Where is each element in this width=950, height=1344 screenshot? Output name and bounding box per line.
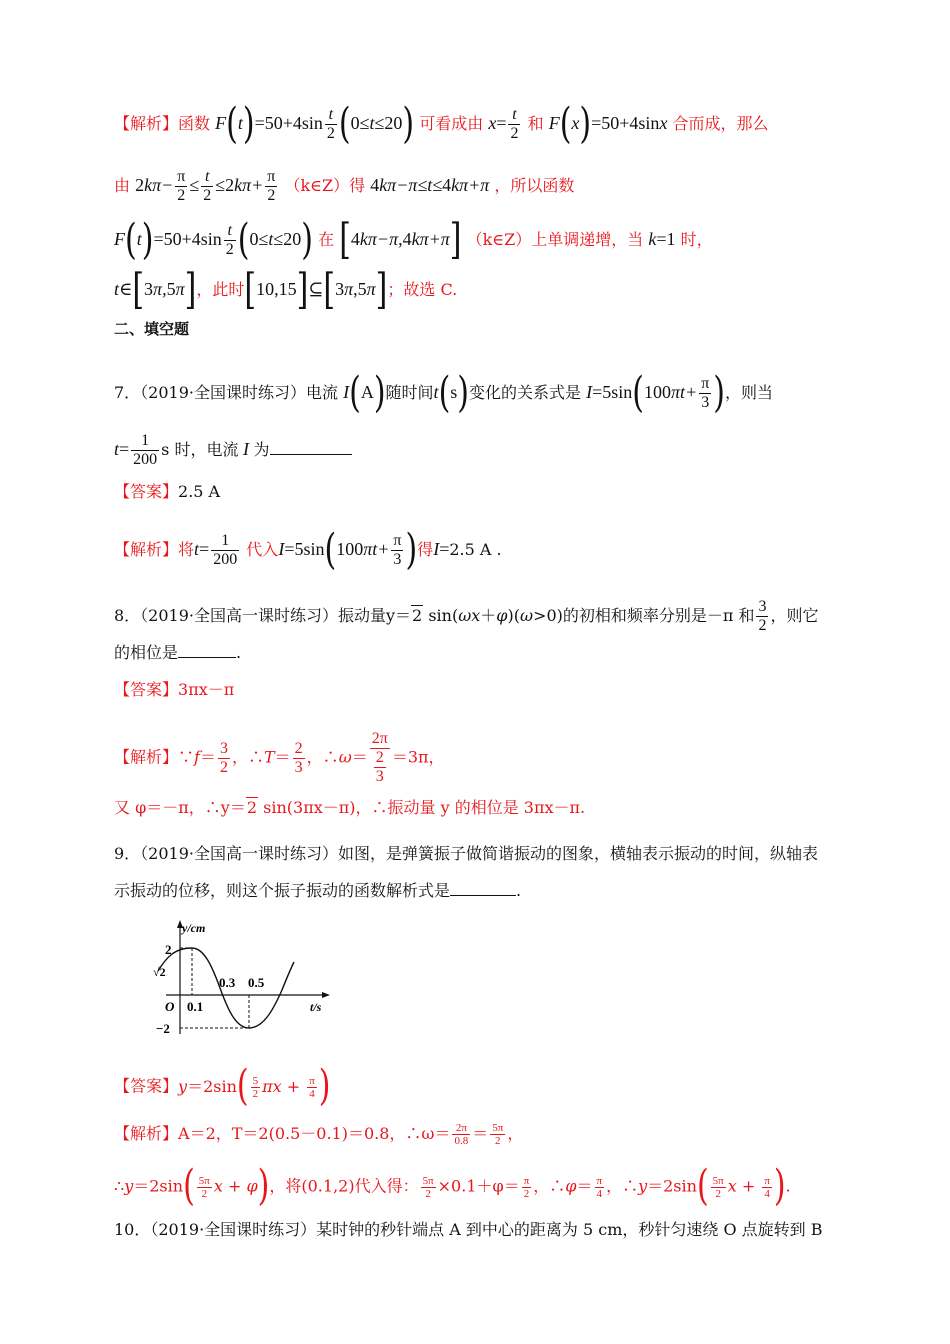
p8-answer-value: 3πx－π [178, 680, 235, 699]
tick-root2: √2 [153, 965, 166, 979]
answer-blank[interactable] [178, 657, 236, 658]
p6-text: 函数 [178, 114, 211, 133]
analysis-label: 【解析】 [114, 747, 179, 767]
x-axis-arrow [322, 992, 330, 998]
p8-text: 的相位是 [114, 643, 179, 662]
oscillation-graph [140, 918, 340, 1043]
p7-question-line1: 7．（2019·全国课时练习）电流 I(A)随时间t(s)变化的关系式是 I=5sin(100πt+ $\frac{\pi}{3}$ )，则当 [114, 368, 773, 418]
p6-text: 由 [114, 176, 131, 195]
p6-text: 合而成，那么 [672, 114, 769, 133]
p8-question-line2: 的相位是 . [114, 643, 242, 662]
p8-answer [114, 682, 838, 698]
p7-text: ，则当 [724, 383, 773, 402]
p7-text: 为 [253, 440, 270, 459]
p8-prefix: 8．（2019·全国高一课时练习）振动量 [114, 606, 386, 625]
p6-text: 在 [318, 230, 335, 249]
p6-text: ；故选 C. [387, 280, 458, 300]
p9-question-line2: 示振动的位移，则这个振子振动的函数解析式是 . [114, 881, 522, 900]
analysis-label: 【解析】 [114, 114, 179, 133]
p7-text: 随时间 [385, 383, 434, 402]
p6-text: （k∈Z）得 [284, 176, 366, 195]
origin: O [165, 999, 175, 1014]
p9-analysis-line1: 【解析】A＝2，T＝2(0.5－0.1)＝0.8，∴ω＝ $\frac{2\pi}{0.8}$ ＝ $\frac{5\pi}{2}$ ， [114, 1122, 524, 1147]
answer-blank[interactable] [270, 454, 352, 455]
p9-text: 示振动的位移，则这个振子振动的函数解析式是 [114, 881, 451, 900]
tick-01: 0.1 [187, 999, 204, 1014]
p9-answer: 【答案】y＝2sin( $\frac{5}{2}$ πx + $\frac{\pi}{4}$ ) [114, 1061, 331, 1111]
p8-analysis-line2: 又 φ＝－π，∴y＝2 sin(3πx－π)，∴振动量 y 的相位是 3πx－π. [114, 798, 586, 817]
p6-text: ，此时 [196, 280, 245, 300]
answer-label: 【答案】 [114, 680, 179, 699]
ylabel: y/cm [182, 921, 206, 935]
p8-text: sin(3πx－π)，∴振动量 y 的相位是 3πx－π. [263, 798, 586, 817]
p7-text: 代入 [246, 540, 279, 559]
p6-text: ，所以函数 [494, 176, 575, 195]
p7-question-line2: t= $\frac{1}{200}$ s 时，电流 I 为 [114, 432, 838, 469]
section-title: 二、填空题 [114, 320, 190, 338]
p9-text: ×0.1＋φ＝ [437, 1176, 520, 1196]
p7-analysis: 【解析】将t= $\frac{1}{200}$ 代入I=5sin(100πt+ $\frac{\pi}{3}$ )得I=2.5 A . [114, 525, 502, 575]
p7-prefix: 7．（2019·全国课时练习）电流 [114, 383, 338, 402]
p6-analysis-line4: t∈[3π,5π]，此时[10,15]⊆[3π,5π]；故选 C. [114, 265, 458, 315]
answer-label: 【答案】 [114, 1076, 179, 1096]
answer-blank[interactable] [450, 895, 516, 896]
p9-prefix: 9．（2019·全国高一课时练习）如图，是弹簧振子做简谐振动的图象，横轴表示振动的时间，纵轴表 [114, 844, 818, 863]
p7-answer-value: 2.5 A [178, 482, 221, 501]
p8-question-line1: 8．（2019·全国高一课时练习）振动量y＝2 sin(ωx＋φ)(ω>0)的初相和频率分别是－π 和 $\frac{3}{2}$ ，则它 [114, 598, 819, 634]
p6-analysis-line2: 由 2kπ− $\frac{\pi}{2}$ ≤ $\frac{t}{2}$ ≤2kπ+ $\frac{\pi}{2}$ （k∈Z）得 4kπ−π≤t≤4kπ+π ，所以函数 [114, 168, 575, 204]
p9-text: ，将(0.1,2)代入得： [269, 1176, 419, 1196]
p7-text: 变化的关系式是 [469, 383, 582, 402]
tick-05: 0.5 [248, 975, 265, 990]
p6-text: （k∈Z）上单调递增，当 [466, 230, 644, 249]
p6-text: 时， [680, 230, 713, 249]
p6-analysis-line3: F(t)=50+4sin $\frac{t}{2}$ (0≤t≤20) 在 [4kπ−π,4kπ+π] （k∈Z）上单调递增，当 k=1 时， [114, 215, 713, 265]
p7-text: 将 [178, 540, 195, 559]
p9-text: A＝2，T＝2(0.5－0.1)＝0.8，∴ω＝ [178, 1124, 451, 1143]
analysis-label: 【解析】 [114, 540, 179, 559]
tick-neg2: −2 [156, 1021, 170, 1036]
tick-03: 0.3 [219, 975, 236, 990]
p8-text: ，则它 [770, 606, 819, 625]
p7-text: 2.5 A . [449, 540, 502, 559]
answer-label: 【答案】 [114, 482, 179, 501]
p8-text: 又 φ＝－π，∴y＝ [114, 798, 246, 817]
p7-text: s 时，电流 [161, 440, 239, 459]
xlabel: t/s [310, 1000, 322, 1014]
p8-text: 的初相和频率分别是－π 和 [562, 606, 755, 625]
p9-analysis-line2: ∴y＝2sin( $\frac{5\pi}{2}$ x + φ)，将(0.1,2)代入得： $\frac{5\pi}{2}$ ×0.1＋φ＝ $\frac{\pi}{2}$ ，∴φ＝ $\frac{\pi}{4}$ ，∴y＝2sin( $\frac{5\pi}{2}$ x + $\frac{\pi}{4}$ ). [114, 1161, 791, 1211]
p10-question-line1: 10．（2019·全国课时练习）某时钟的秒针端点 A 到中心的距离为 5 cm，秒针匀速绕 O 点旋转到 B [114, 1220, 823, 1239]
p6-analysis-line1: 【解析】函数 F(t)=50+4sin $\frac{t}{2}$ (0≤t≤20) 可看成由 x= $\frac{t}{2}$ 和 F(x)=50+4sinx 合而成，那么 [114, 99, 769, 149]
p6-text: 可看成由 [419, 114, 484, 133]
analysis-label: 【解析】 [114, 1124, 179, 1143]
p7-answer [114, 484, 838, 500]
p8-analysis-line1: 【解析】∵f＝ $\frac{3}{2}$ ，∴T＝ $\frac{2}{3}$ ，∴ω＝ $\frac{2\pi}{\frac{2}{3}}$ ＝3π， [114, 730, 445, 785]
p9-question-line1 [114, 846, 838, 862]
p6-text: 和 [527, 114, 544, 133]
p7-text: 得 [417, 540, 434, 559]
tick-2: 2 [165, 942, 172, 957]
